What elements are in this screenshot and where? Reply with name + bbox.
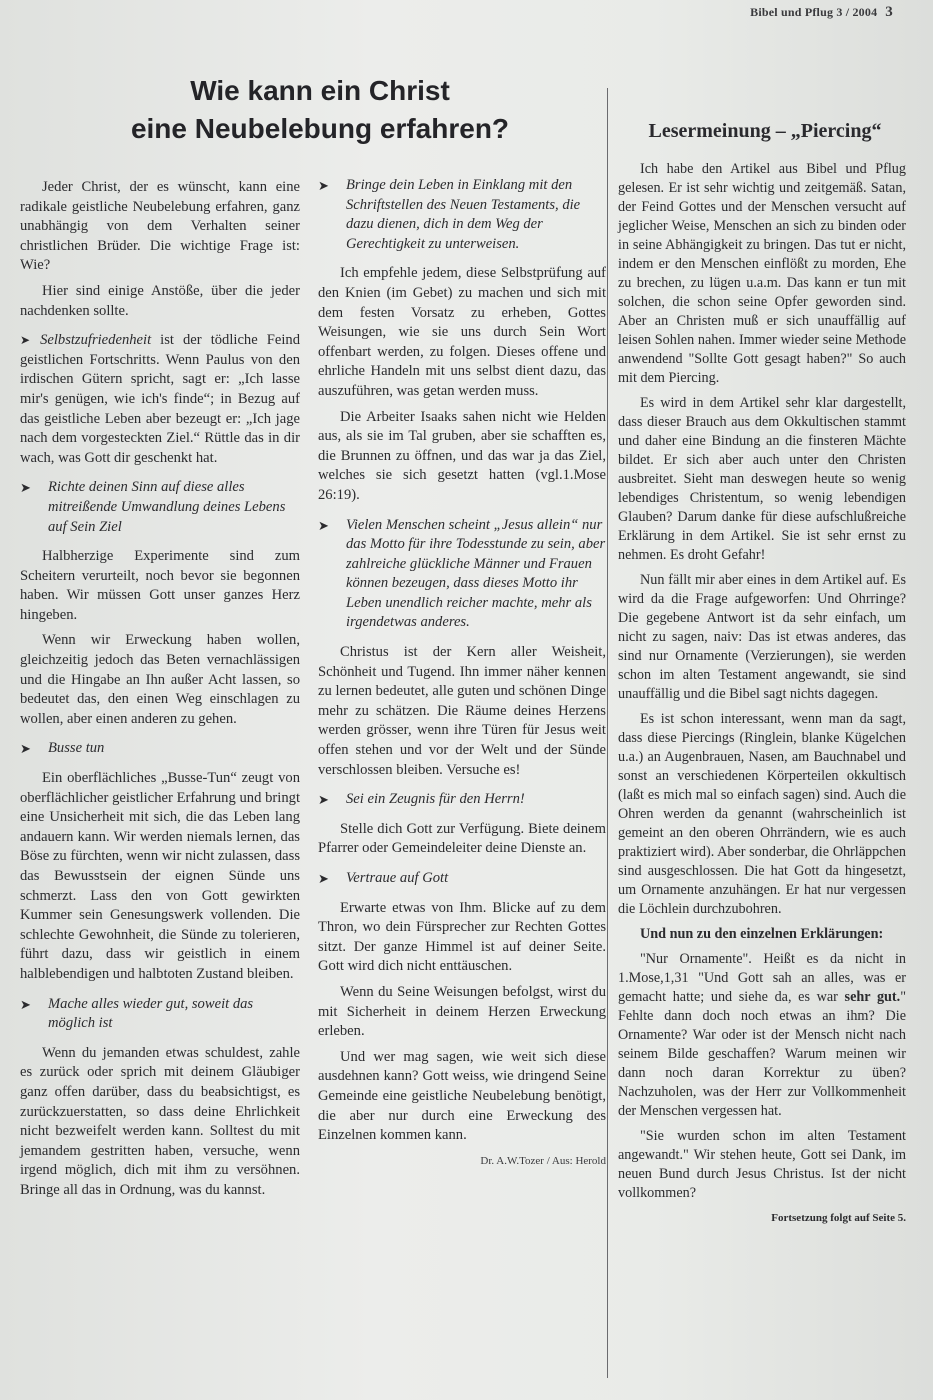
bullet-point [318,869,606,889]
paragraph-text: "Nur Ornamente". Heißt es da nicht in 1.Mose,1,31 "Und Gott sah an alles, was er gemacht hatte; und siehe da, es war [618,951,906,1005]
article-column-1 [20,178,300,1207]
letter-column [618,160,906,1234]
arrow-bullet-icon: ➤ [318,178,329,193]
bullet-text: Vielen Menschen scheint „Jesus allein“ nur das Motto für ihre Todesstunde zu sein, aber zahlreiche glückliche Männer und Frauen können bezeugen, dass dieses Motto ihr Leben unendlich reicher machte, mehr als irgendetwas anderes. [346,516,606,631]
paragraph: Hier sind einige Anstöße, über die jeder nachdenken sollte. [20,282,300,319]
bullet-point [318,516,606,634]
article-title [40,72,600,148]
paragraph: Halbherzige Experimente sind zum Scheitern verurteilt, noch bevor sie begonnen haben. Wir müssen Gott unser ganzes Herz hingeben. [20,548,300,623]
bullet-point [20,739,300,759]
bullet-point [318,790,606,810]
paragraph: Ich habe den Artikel aus Bibel und Pflug gelesen. Er ist sehr wichtig und zeitgemäß. Satan, der Feind Gottes und der Menschen versucht auf jeglicher Weise, Menschen an sich zu binden oder in seine Abhängigkeit zu bringen. Das tut er nicht, indem er den Menschen einflößt zu morden, Ehe zu brechen, zu lügen u.a.m. Das kann er tun mit solchen, die schon seine Opfer geworden sind. Aber an Christen muß er sich unauffällig auf leisen Sohlen nahen. Immer wieder seine Methode anwendend "Sollte Gott gesagt haben?" So auch mit dem Piercing. [618,161,906,386]
article-title-line2: eine Neubelebung erfahren? [130,113,510,144]
journal-name: Bibel und Pflug 3 / 2004 [750,5,878,19]
paragraph: Jeder Christ, der es wünscht, kann eine radikale geistliche Neubelebung erfahren, ganz unabhängig von dem Verhalten seiner christlichen Brüder. Die wichtige Frage ist: Wie? [20,179,300,274]
paragraph: Die Arbeiter Isaaks sahen nicht wie Helden aus, als sie im Tal gruben, aber sie schafften es, die Brunnen zu öffnen, und das war ja das Ziel, welches sie sich gesetzt hatten (vgl.1.Mose 26:19). [318,408,606,503]
arrow-bullet-icon: ➤ [318,871,329,886]
emphasis-text: sehr gut. [844,989,901,1005]
paragraph: Ich empfehle jedem, diese Selbstprüfung auf den Knien (im Gebet) zu machen und sich mit dem festen Vorsatz zu erheben, Gottes Weisungen, wie sie uns durch Sein Wort offenbart werden, zu folgen. Dieses offene und ehrliche Handeln mit uns selbst dient dazu, das auszuführen, was getan werden muss. [318,265,606,399]
paragraph-text: ist der tödliche Feind geistlichen Fortschritts. Wenn Paulus von den irdischen Gütern spricht, sagt er: „Ich lasse mir's genügen, wie ich's finde“; in Bezug auf das geistliche Leben aber bezeugt er: „Ich jage nach dem vorgesteckten Ziel.“ Rüttle das in dir wach, was Gott dir geschenkt hat. [20,332,300,466]
paragraph: Ein oberflächliches „Busse-Tun“ zeugt von oberflächlicher geistlicher Erfahrung und bringt eine Unsicherheit mit sich, die das Leben lang andauern kann. Wir werden niemals lernen, das Böse zu fürchten, wenn wir nicht zulassen, dass das Bewusstsein der eignen Sünde uns schmerzt. Lass den von Gott gewirkten Kummer sein Genesungswerk vollenden. Die schlechte Gewohnheit, die Sünde zu tolerieren, führt dazu, dass wir geistlich in einem halblebendigen und halbtoten Zustand bleiben. [20,770,300,982]
bullet-text: Mache alles wieder gut, soweit das möglich ist [48,995,254,1032]
arrow-bullet-icon: ➤ [20,480,31,496]
bullet-keyword: Selbstzufriedenheit [40,332,152,349]
bullet-point [318,176,606,254]
column-divider [607,88,608,1378]
paragraph-text: " Fehlte dann doch noch etwas an ihm? Die Ornamente? War oder ist der Mensch nicht nach seinem Bilde geschaffen? Warum meinen wir dann noch daran Korrektur zu üben? Nachzuholen, was der Herr zur Vollkommenheit der Menschen vergessen hat. [618,989,906,1119]
bullet-text: Busse tun [48,740,105,757]
bullet-text: Sei ein Zeugnis für den Herrn! [346,791,525,808]
letter-subheading: Und nun zu den einzelnen Erklärungen: [640,926,884,942]
paragraph [20,331,300,468]
continued-note: Fortsetzung folgt auf Seite 5. [771,1212,906,1224]
paragraph [618,950,906,1121]
bullet-text: Bringe dein Leben in Einklang mit den Schriftstellen des Neuen Testaments, die dazu dienen, dich in dem Weg der Gerechtigkeit zu unterweisen. [346,177,581,252]
author-byline: Dr. A.W.Tozer / Aus: Herold [480,1154,606,1167]
arrow-bullet-icon: ➤ [20,741,31,757]
paragraph: Wenn du Seine Weisungen befolgst, wirst du mit Sicherheit in deinem Herzen Erweckung erleben. [318,983,606,1040]
article-column-2 [318,176,606,1177]
arrow-bullet-icon: ➤ [20,333,31,348]
bullet-text: Richte deinen Sinn auf diese alles mitreißende Umwandlung deines Lebens auf Sein Ziel [48,479,286,535]
paragraph: Wenn du jemanden etwas schuldest, zahle es zurück oder sprich mit deinem Gläubiger ganz offen darüber, dass du beabsichtigst, es zurückzuerstatten, so dass deine Ehrlichkeit nicht bezweifelt werden kann. Solltest du mit jemandem gestritten haben, versuche, wenn irgend möglich, dich mit ihm zu versöhnen. Bringe all das in Ordnung, was du kannst. [20,1044,300,1198]
letter-heading: Lesermeinung – „Piercing“ [648,120,882,142]
article-title-line1: Wie kann ein Christ [190,75,450,106]
running-head [750,4,893,21]
paragraph: Stelle dich Gott zur Verfügung. Biete deinem Pfarrer oder Gemeindeleiter deine Dienste an. [318,820,606,857]
arrow-bullet-icon: ➤ [318,517,329,533]
paragraph: Es wird in dem Artikel sehr klar dargestellt, dass dieser Brauch aus dem Okkultischen stammt und daher eine Bindung an die finsteren Mächte bildet. Er sich aber auch unter den Christen ausbreitet. Sieht man deswegen heute so wenig lebendiges Christentum, so wenig lebendigen Glauben? Darum danke für diese aufschlußreiche Erklärung in dem Artikel. Sie ist sehr ernst zu nehmen. Es droht Gefahr! [618,395,906,563]
paragraph: Und wer mag sagen, wie weit sich diese ausdehnen kann? Gott weiss, wie dringend Seine Gemeinde eine geistliche Neubelebung benötigt, die aber nur durch eine Erweckung des Einzelnen kommen kann. [318,1048,606,1144]
page-number: 3 [885,4,893,20]
bullet-point [20,478,300,537]
paragraph: Es ist schon interessant, wenn man da sagt, dass diese Piercings (Ringlein, blanke Kügelchen u.a.) an Augenbrauen, Nasen, am Bauchnabel und sonst an verschiedenen Körperteilen okkultisch (laßt es mich mal so einfach sagen) sind. Auch die Ohren werden da genannt (wahrscheinlich ist gemeint an den oberen Ohrrändern, wie es auch praktiziert wird). Aber sonderbar, die Ohrläppchen sind ausgeschlossen. Die hat Gott da hingesetzt, um Ornamente anzuhängen. Er hat nur vergessen die Löchlein durchzubohren. [618,711,906,917]
paragraph: Christus ist der Kern aller Weisheit, Schönheit und Tugend. Ihn immer näher kennen zu lernen bedeutet, alle guten und schönen Dinge mehr zu schätzen. Die Räume deines Herzens werden grösser, wenn ihre Türen für Jesus weit offen stehen und vor der Welt und der Sünde verschlossen bleiben. Versuche es! [318,644,606,778]
bullet-text: Vertraue auf Gott [346,870,449,886]
arrow-bullet-icon: ➤ [20,996,31,1012]
arrow-bullet-icon: ➤ [318,792,329,808]
bullet-point [20,995,300,1034]
paragraph: Wenn wir Erweckung haben wollen, gleichzeitig jedoch das Beten vernachlässigen und die Hingabe an Ihn außer Acht lassen, so bedeutet das, den einen Weg einschlagen zu wollen, aber einen anderen zu gehen. [20,632,300,727]
paragraph: Erwarte etwas von Ihm. Blicke auf zu dem Thron, wo dein Fürsprecher zur Rechten Gottes sitzt. Der ganze Himmel ist auf deiner Seite. Gott wird dich nicht enttäuschen. [318,899,606,975]
paragraph: Nun fällt mir aber eines in dem Artikel auf. Es wird da die Frage aufgeworfen: Und Ohrringe? Die gegebene Antwort ist da sehr einfach, um nicht zu sagen, naiv: Das ist etwas anderes, das sind nur Ornamente (Verzierungen), sie werden schon im alten Testament angewandt, sie sind unauffällig und die Bibel sagt nichts dagegen. [618,572,906,702]
paragraph: "Sie wurden schon im alten Testament angewandt." Wir stehen heute, Gott sei Dank, im neuen Bund durch Jesus Christus. Ist der nicht vollkommen? [618,1128,906,1201]
